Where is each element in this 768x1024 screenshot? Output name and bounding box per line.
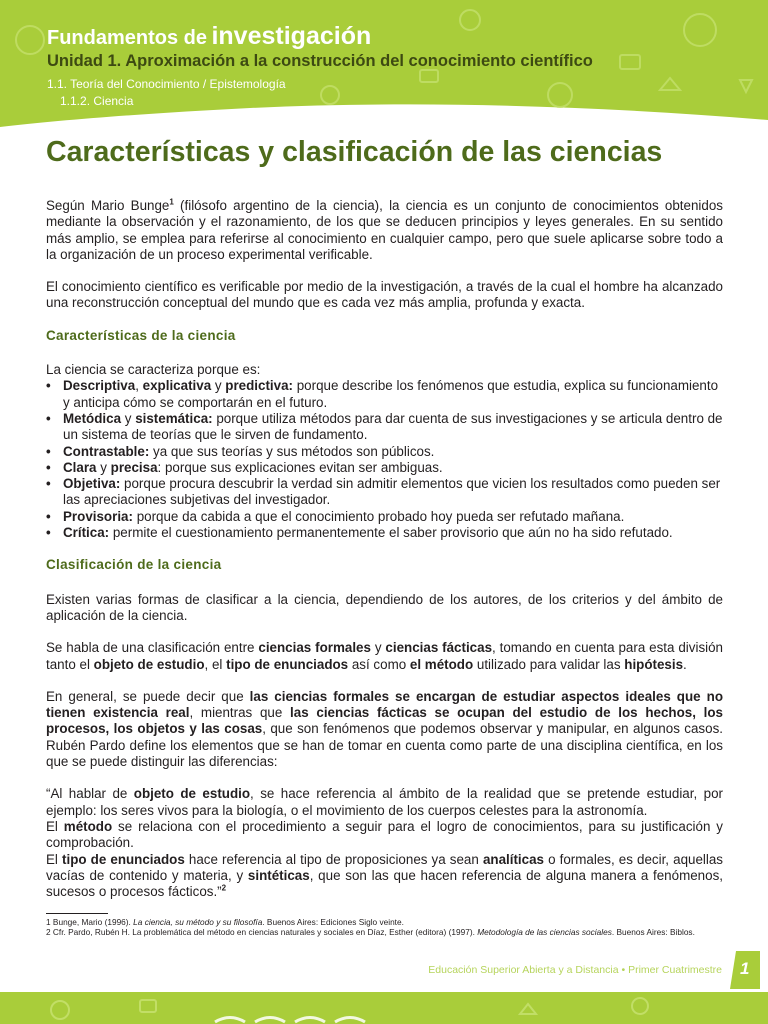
footnote-2 <box>46 927 726 937</box>
text-span: 1 Bunge, Mario (1996). <box>46 917 134 927</box>
list-item <box>46 525 723 541</box>
text-span: y <box>211 378 226 394</box>
bottom-decoration <box>0 992 768 1024</box>
text-span: : porque sus explicaciones evitan ser ambiguas. <box>157 459 443 475</box>
characteristics-list <box>46 378 723 541</box>
text-span: Se habla de una clasificación entre <box>46 640 259 656</box>
list-item <box>46 509 723 525</box>
text-span: permite el cuestionamiento permanentemente el saber provisorio que aún no ha sido refutado. <box>109 525 673 541</box>
emphasis: el método <box>409 656 474 672</box>
course-title-main: investigación <box>211 22 372 50</box>
text-span: porque utiliza métodos para dar cuenta de sus investigaciones y se articula dentro de un sistema de teorías que le sirven de fundamento. <box>63 410 723 443</box>
emphasis: tipo de enunciados <box>226 656 349 672</box>
intro-paragraph-1 <box>46 198 723 263</box>
text-span: , el <box>204 656 227 672</box>
term: Crítica: <box>63 525 110 541</box>
text-span: porque da cabida a que el conocimiento probado hoy pueda ser refutado mañana. <box>132 508 625 524</box>
bottom-band-graphic <box>0 992 768 1024</box>
quote-paragraph-1 <box>46 786 723 819</box>
section-heading-classification: Clasificación de la ciencia <box>46 557 222 573</box>
quote-paragraph-3 <box>46 852 723 901</box>
document-body <box>46 198 723 900</box>
footnote-ref-1[interactable]: 1 <box>169 197 174 207</box>
list-item <box>46 476 723 509</box>
emphasis: tipo de enunciados <box>62 851 185 867</box>
term: predictiva: <box>225 378 293 394</box>
emphasis: hipótesis <box>624 656 684 672</box>
text-span: ya que sus teorías y sus métodos son públicos. <box>149 443 435 459</box>
emphasis: las ciencias formales se encargan de estudiar aspectos ideales que no tienen existencia real <box>46 688 723 721</box>
classification-paragraph-1: Existen varias formas de clasificar a la ciencia, dependiendo de los autores, de los criterios y del ámbito de aplicación de la ciencia. <box>46 591 723 623</box>
emphasis: método <box>63 818 113 834</box>
text-span: . Buenos Aires: Ediciones Siglo veinte. <box>262 917 404 927</box>
text-span: (filósofo argentino de la ciencia), la ciencia es un conjunto de conocimientos obtenidos mediante la observación y el razonamiento, de los que se deducen principios y leyes generales. En su sentido más amplio, se emplea para referirse al conocimiento en cualquier campo, pero que suele aplicarse sobre todo a la organización de un proceso experimental verificable. <box>46 198 723 262</box>
text-span: porque describe los fenómenos que estudia, explica su funcionamiento y anticipa cómo se comportarán en el futuro. <box>63 378 719 410</box>
page-number-badge <box>730 951 760 989</box>
text-span: hace referencia al tipo de proposiciones ya sean <box>184 851 483 867</box>
text-span: se relaciona con el procedimiento a seguir para el logro de conocimientos, para su justificación y comprobación. <box>46 818 723 851</box>
emphasis: objeto de estudio <box>93 656 205 672</box>
text-span: , tomando en cuenta para esta división tanto el <box>46 640 724 672</box>
emphasis: las ciencias fácticas se ocupan del estudio de los hechos, los procesos, los objetos y las cosas <box>46 705 723 737</box>
citation-title: La ciencia, su método y su filosofía <box>133 917 263 927</box>
classification-paragraph-2 <box>46 640 723 673</box>
text-span: , mientras que <box>189 705 291 721</box>
footnote-1 <box>46 917 726 927</box>
breadcrumb-level2: 1.1.2. Ciencia <box>60 94 134 108</box>
term: Clara <box>63 459 97 475</box>
quote-paragraph-2 <box>46 819 723 852</box>
list-item <box>46 378 723 411</box>
text-span: , se hace referencia al ámbito de la realidad que se pretende estudiar, por ejemplo: los seres vivos para la biología, o el movimiento de los cuerpos celestes para la astronomía. <box>46 786 723 818</box>
text-span: El <box>46 818 64 834</box>
term: precisa <box>110 459 158 475</box>
text-span: utilizado para validar las <box>473 656 625 672</box>
unit-title: Unidad 1. Aproximación a la construcción del conocimiento científico <box>47 52 593 70</box>
text-span: o formales, es decir, aquellas vacías de contenido y materia, y <box>46 851 723 883</box>
text-span: y <box>96 459 111 475</box>
footnote-ref-2[interactable]: 2 <box>221 883 227 893</box>
intro-paragraph-2: El conocimiento científico es verificable por medio de la investigación, a través de la cual el hombre ha alcanzado una reconstrucción conceptual del mundo que es cada vez más amplia, profunda y exacta. <box>46 279 723 311</box>
text-span: . <box>683 656 687 672</box>
text-span: El <box>46 851 63 867</box>
emphasis: analíticas <box>482 851 544 867</box>
course-title <box>47 22 371 51</box>
classification-paragraph-3 <box>46 689 723 770</box>
text-span: En general, se puede decir que <box>46 688 250 704</box>
term: Descriptiva <box>63 378 136 394</box>
page-header <box>0 0 768 150</box>
text-span: porque procura descubrir la verdad sin admitir elementos que vicien los resultados como pueden ser las apreciaciones subjetivas del investigador. <box>63 476 721 508</box>
text-span: , que son fenómenos que podemos observar y manipular, en algunos casos. Rubén Pardo define los elementos que se han de tomar en cuenta como parte de una disciplina científica, en los que se puede distinguir las diferencias: <box>46 721 723 770</box>
section-heading-characteristics: Características de la ciencia <box>46 327 236 343</box>
term: explicativa <box>142 378 212 394</box>
text-span: y <box>121 410 136 426</box>
list-item <box>46 444 723 460</box>
page-number: 1 <box>740 959 750 978</box>
characteristics-lead: La ciencia se caracteriza porque es: <box>46 362 261 378</box>
term: Provisoria: <box>63 508 133 524</box>
page-title: Características y clasificación de las ciencias <box>46 136 663 168</box>
footer-text: Educación Superior Abierta y a Distancia • Primer Cuatrimestre <box>428 964 722 976</box>
term: Contrastable: <box>63 443 150 459</box>
emphasis: ciencias fácticas <box>385 640 493 656</box>
text-span: , <box>135 378 143 394</box>
term: sistemática: <box>135 410 213 426</box>
citation-title: Metodología de las ciencias sociales <box>477 927 612 938</box>
term: Objetiva: <box>63 476 121 492</box>
footnote-divider <box>46 913 108 914</box>
list-item <box>46 411 723 444</box>
list-item <box>46 460 723 476</box>
text-span: . Buenos Aires: Biblos. <box>611 927 695 938</box>
term: Metódica <box>63 410 122 426</box>
text-span: , que son las que hacen referencia de alguna manera a fenómenos, sucesos o procesos fácticos.” <box>46 867 723 900</box>
text-span: Según Mario Bunge <box>46 198 170 213</box>
breadcrumb-level1: 1.1. Teoría del Conocimiento / Epistemología <box>47 77 286 91</box>
course-title-prefix: Fundamentos de <box>47 27 208 49</box>
footnotes <box>46 913 726 938</box>
text-span: 2 Cfr. Pardo, Rubén H. La problemática del método en ciencias naturales y sociales en Díaz, Esther (editora) (1997). <box>46 927 478 938</box>
text-span: “Al hablar de <box>46 786 134 802</box>
emphasis: objeto de estudio <box>133 786 251 802</box>
emphasis: ciencias formales <box>258 640 371 656</box>
text-span: y <box>370 640 386 656</box>
emphasis: sintéticas <box>247 867 310 883</box>
text-span: así como <box>348 656 410 672</box>
